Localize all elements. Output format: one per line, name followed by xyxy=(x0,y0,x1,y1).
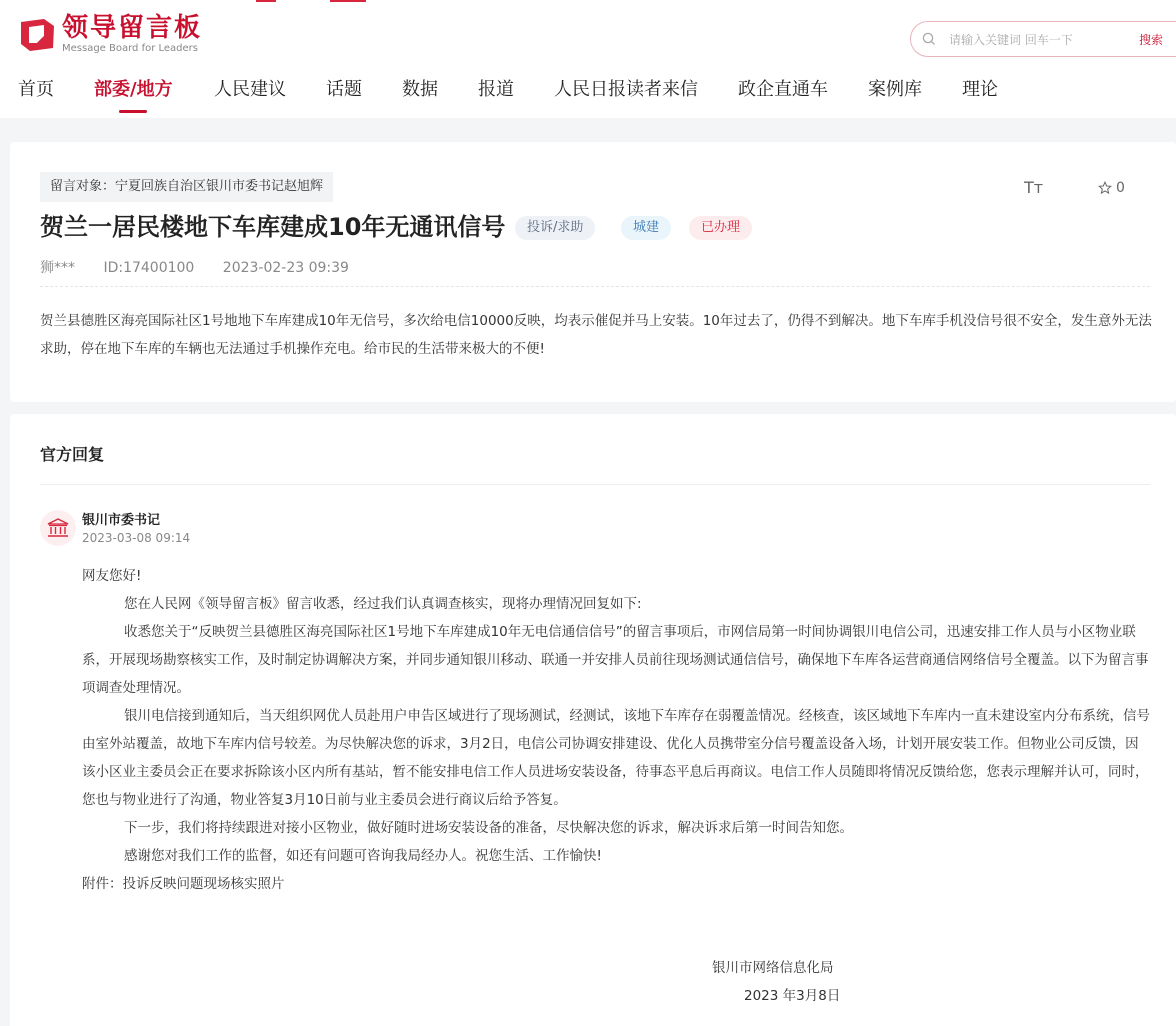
signature-date: 2023 年3月8日 xyxy=(744,988,841,1004)
logo-mark-icon xyxy=(18,16,56,54)
message-target: 留言对象：宁夏回族自治区银川市委书记赵旭辉 xyxy=(40,172,333,202)
nav-item-topics[interactable]: 话题 xyxy=(326,79,362,100)
logo[interactable] xyxy=(18,14,202,55)
avatar xyxy=(40,510,76,546)
nav-item-enterprise-direct[interactable]: 政企直通车 xyxy=(738,79,828,100)
reply-paragraph: 收悉您关于“反映贺兰县德胜区海亮国际社区1号地下车库建成10年无电信通信信号”的留言事项后，市网信局第一时间协调银川电信公司，迅速安排工作人员与小区物业联系，开展现场勘察核实工作，及时制定协调解决方案，并同步通知银川移动、联通一并安排人员前往现场测试通信信号，确保地下车库各运营商通信网络信号全覆盖。以下为留言事项调查处理情况。 xyxy=(82,624,1149,696)
official-reply-card xyxy=(10,414,1176,1026)
nav-item-data[interactable]: 数据 xyxy=(402,79,438,100)
reply-paragraph: 您在人民网《领导留言板》留言收悉，经过我们认真调查核实，现将办理情况回复如下: xyxy=(124,596,642,612)
attachment-link[interactable]: 附件：投诉反映问题现场核实照片 xyxy=(82,876,285,892)
nav-item-reports[interactable]: 报道 xyxy=(478,79,514,100)
search-button[interactable]: 搜索 xyxy=(1139,33,1164,47)
logo-subtitle: Message Board for Leaders xyxy=(62,43,199,54)
search-box xyxy=(910,21,1176,57)
government-building-icon xyxy=(47,518,69,538)
domain-badge: 城建 xyxy=(621,216,671,240)
logo-title: 领导留言板 xyxy=(62,13,203,43)
message-title: 贺兰一居民楼地下车库建成10年无通讯信号 xyxy=(40,213,506,241)
message-content: 贺兰县德胜区海亮国际社区1号地地下车库建成10年无信号，多次给电信10000反映，均表示催促并马上安装。10年过去了，仍得不到解决。地下车库手机没信号很不安全，发生意外无法求助，停在地下车库的车辆也无法通过手机操作充电。给市民的生活带来极大的不便! xyxy=(40,313,1152,357)
reply-greeting: 网友您好! xyxy=(82,568,142,584)
font-size-icon[interactable]: Tт xyxy=(1024,178,1044,197)
divider xyxy=(40,484,1150,485)
nav-item-home[interactable]: 首页 xyxy=(18,79,54,100)
reply-body xyxy=(82,562,1150,898)
nav-item-ministries-local[interactable]: 部委/地方 xyxy=(94,79,173,100)
status-badge: 已办理 xyxy=(689,216,752,240)
replier-name: 银川市委书记 xyxy=(82,513,161,528)
top-accent-marks xyxy=(0,0,1176,2)
nav-item-people-suggestions[interactable]: 人民建议 xyxy=(214,79,286,100)
reply-time: 2023-03-08 09:14 xyxy=(82,531,191,545)
reply-paragraph: 下一步，我们将持续跟进对接小区物业，做好随时进场安装设备的准备，尽快解决您的诉求，解决诉求后第一时间告知您。 xyxy=(124,820,853,836)
favorite-button[interactable] xyxy=(1098,180,1125,196)
signature-org: 银川市网络信息化局 xyxy=(712,960,834,976)
reply-paragraph: 银川电信接到通知后，当天组织网优人员赴用户申告区域进行了现场测试，经测试，该地下车库存在弱覆盖情况。经核查，该区域地下车库内一直未建设室内分布系统，信号由室外站覆盖，故地下车库内信号较差。为尽快解决您的诉求，3月2日，电信公司协调安排建设、优化人员携带室分信号覆盖设备入场，计划开展安装工作。但物业公司反馈，因该小区业主委员会正在要求拆除该小区内所有基站，暂不能安排电信工作人员进场安装设备，待事态平息后再商议。电信工作人员随即将情况反馈给您，您表示理解并认可，同时，您也与物业进行了沟通，物业答复3月10日前与业主委员会进行商议后给予答复。 xyxy=(82,708,1150,808)
nav-item-case-library[interactable]: 案例库 xyxy=(868,79,922,100)
message-card xyxy=(10,142,1176,402)
search-icon xyxy=(922,32,936,46)
reply-paragraph: 感谢您对我们工作的监督，如还有问题可咨询我局经办人。祝您生活、工作愉快! xyxy=(124,848,602,864)
search-input[interactable] xyxy=(949,30,1129,50)
reply-heading: 官方回复 xyxy=(40,445,105,464)
author-name: 狮*** xyxy=(40,260,75,276)
favorite-count: 0 xyxy=(1116,180,1125,196)
divider xyxy=(40,286,1150,287)
nav-active-indicator xyxy=(119,110,147,113)
type-badge: 投诉/求助 xyxy=(515,216,595,240)
nav-item-theory[interactable]: 理论 xyxy=(962,79,998,100)
header xyxy=(0,0,1176,118)
message-meta xyxy=(40,258,373,278)
star-icon xyxy=(1098,181,1112,195)
message-id: ID:17400100 xyxy=(103,260,195,276)
message-time: 2023-02-23 09:39 xyxy=(222,260,349,276)
nav-item-readers-letters[interactable]: 人民日报读者来信 xyxy=(554,79,698,100)
